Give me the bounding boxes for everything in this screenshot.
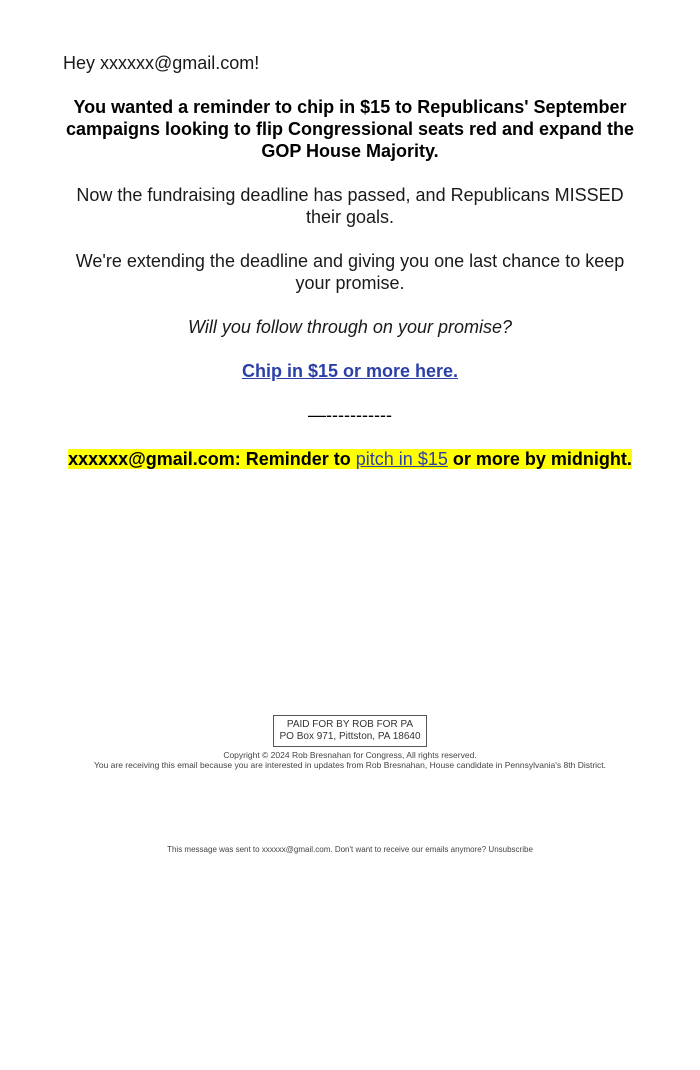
question-text: Will you follow through on your promise? xyxy=(188,317,512,337)
reminder-suffix: or more by midnight. xyxy=(447,449,632,469)
paid-for-text: PAID FOR BY ROB FOR PA xyxy=(286,719,414,730)
reminder-line xyxy=(63,448,637,470)
reason-text: You are receiving this email because you are interested in updates from Rob Bresnahan, House candidate in Pennsylvania's 8th District. xyxy=(93,760,607,770)
cta-paragraph xyxy=(63,360,637,382)
pitch-in-link[interactable]: pitch in $15 xyxy=(355,449,448,469)
sent-to-line xyxy=(0,845,700,855)
unsubscribe-link[interactable]: Unsubscribe xyxy=(488,845,533,854)
chip-in-link[interactable]: Chip in $15 or more here. xyxy=(241,361,459,381)
email-body xyxy=(63,52,637,470)
extend-paragraph: We're extending the deadline and giving you one last chance to keep your promise. xyxy=(75,251,625,293)
paid-for-box xyxy=(273,715,426,747)
footer xyxy=(0,715,700,770)
copyright-text: Copyright © 2024 Rob Bresnahan for Congress, All rights reserved. xyxy=(223,750,477,760)
address-text: PO Box 971, Pittston, PA 18640 xyxy=(279,731,421,742)
reminder-highlight xyxy=(68,449,632,469)
greeting: Hey xxxxxx@gmail.com! xyxy=(63,53,260,73)
reminder-prefix: xxxxxx@gmail.com: Reminder to xyxy=(68,449,356,469)
sent-to-text: This message was sent to xxxxxx@gmail.com. Don't want to receive our emails anymore? xyxy=(167,845,489,854)
headline: You wanted a reminder to chip in $15 to Republicans' September campaigns looking to flip Congressional seats red and expand the GOP House Majority. xyxy=(65,97,635,161)
divider: —----------- xyxy=(308,405,392,425)
deadline-paragraph: Now the fundraising deadline has passed, and Republicans MISSED their goals. xyxy=(76,185,624,227)
